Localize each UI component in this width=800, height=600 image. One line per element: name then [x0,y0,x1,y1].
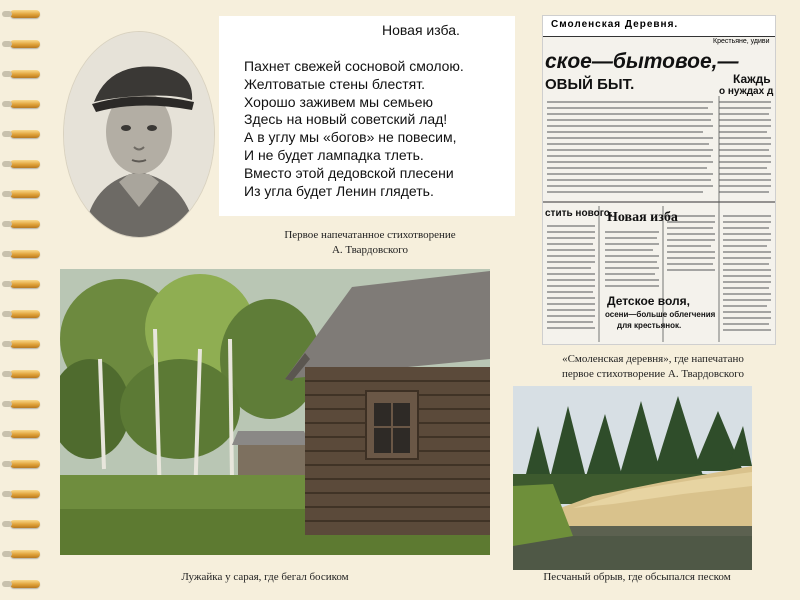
notebook-spine [0,0,44,600]
poem-line: Хорошо заживем мы семьею [244,93,433,110]
sandy-cliff-photo [513,386,752,570]
spiral-ring [10,100,40,108]
spiral-ring [10,310,40,318]
hut-meadow-image [60,269,490,555]
portrait-caption [250,228,490,258]
poem-line: Пахнет свежей сосновой смолою. [244,58,464,74]
newspaper-poem-head: Новая изба [607,210,678,225]
spiral-ring [10,40,40,48]
newspaper-masthead: Смоленская Деревня. [551,19,679,30]
spiral-ring [10,130,40,138]
newspaper-column-head: Каждь [733,72,771,86]
spiral-ring [10,340,40,348]
poem-line: Желтоватые стены блестят. [244,75,426,92]
spiral-ring [10,220,40,228]
cliff-caption: Песчаный обрыв, где обсыпался песком [543,571,731,583]
newspaper-bottom-headline: для крестьянок. [617,321,682,330]
spiral-ring [10,400,40,408]
newspaper-headline: ское—бытовое,— [545,50,739,73]
caption-line: А. Твардовского [331,244,409,256]
meadow-caption: Лужайка у сарая, где бегал босиком [181,571,349,583]
newspaper-headline: ОВЫЙ БЫТ. [545,76,635,93]
newspaper-bottom-headline: Детское воля, [607,294,690,308]
newspaper-bottom-headline: осени—больше облегчения [605,310,716,319]
newspaper-section-head: стить нового. [545,208,613,219]
poem-title: Новая изба. [382,22,460,38]
poem-text [244,58,464,200]
spiral-ring [10,70,40,78]
newspaper-column-head: о нуждах д [719,86,774,97]
spiral-ring [10,550,40,558]
newspaper-clipping [543,16,775,344]
spiral-ring [10,520,40,528]
spiral-ring [10,430,40,438]
spiral-ring [10,160,40,168]
poem-card [219,16,515,216]
spiral-ring [10,190,40,198]
caption-line: «Смоленская деревня», где напечатано [562,353,744,365]
poem-line: Из угла будет Ленин глядеть. [244,182,434,199]
caption-line: первое стихотворение А. Твардовского [562,368,744,380]
sandy-cliff-image [513,386,752,570]
hut-meadow-photo [60,269,490,555]
poem-line: Здесь на новый советский лад! [244,111,448,128]
spiral-ring [10,10,40,18]
caption-line: Первое напечатанное стихотворение [284,229,456,241]
spiral-ring [10,460,40,468]
poem-line: Вместо этой дедовской плесени [244,164,454,181]
poem-line: И не будет лампадка тлеть. [244,146,424,163]
spiral-ring [10,280,40,288]
poem-line: А в углу мы «богов» не повесим, [244,129,457,146]
portrait-photo [64,32,214,237]
spiral-ring [10,250,40,258]
portrait-frame [64,32,214,237]
spiral-ring [10,370,40,378]
newspaper-side-note: Крестьяне, удиви [713,38,770,45]
spiral-ring [10,580,40,588]
spiral-ring [10,490,40,498]
newspaper-caption [528,352,778,382]
